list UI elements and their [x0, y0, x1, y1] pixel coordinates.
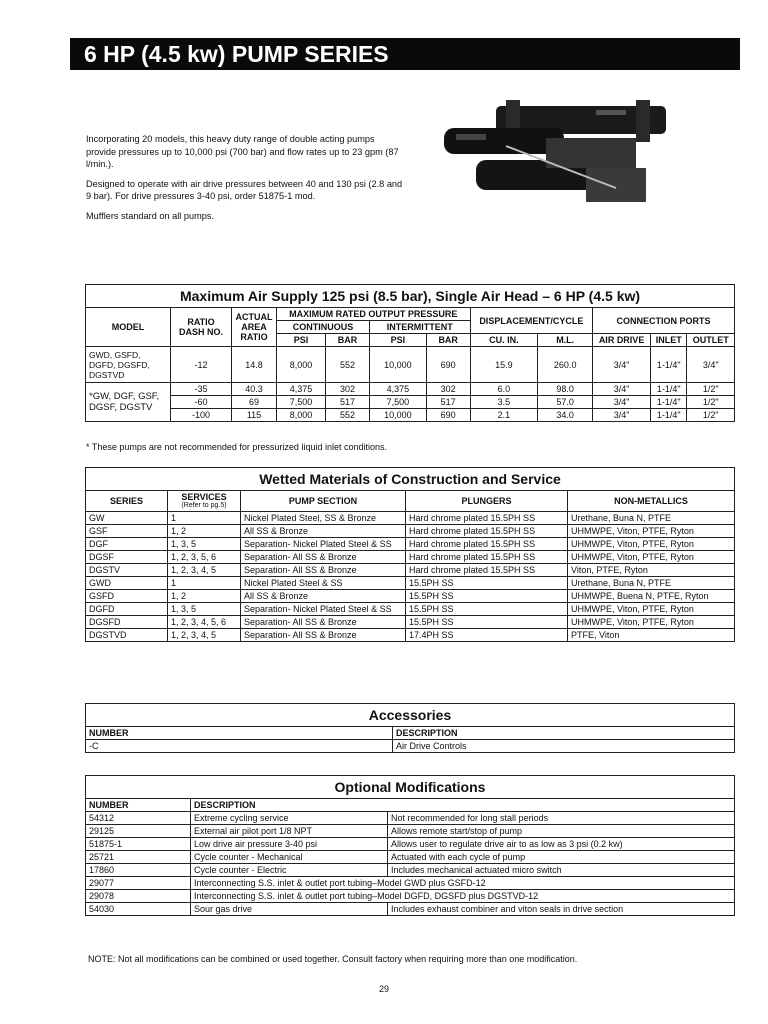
table-cell: DGSTVD: [86, 629, 168, 642]
spec-cell: 8,000: [277, 347, 326, 383]
spec-cell: 260.0: [538, 347, 593, 383]
table-cell: 1, 2: [168, 525, 241, 538]
table-cell: DGSF: [86, 551, 168, 564]
modification-number: 29125: [86, 825, 191, 838]
header-actual-area: ACTUAL AREA RATIO: [232, 308, 277, 347]
table-cell: Nickel Plated Steel & SS: [241, 577, 406, 590]
table-row: [86, 512, 735, 525]
header-intermittent: INTERMITTENT: [369, 321, 470, 334]
modification-number: 25721: [86, 851, 191, 864]
table-cell: Hard chrome plated 15.5PH SS: [406, 512, 568, 525]
table-row: [86, 877, 735, 890]
table-cell: Hard chrome plated 15.5PH SS: [406, 551, 568, 564]
table-cell: All SS & Bronze: [241, 590, 406, 603]
modification-number: 54312: [86, 812, 191, 825]
spec-cell: 57.0: [538, 396, 593, 409]
pump-image: [436, 98, 676, 210]
table-row: [86, 564, 735, 577]
wetted-rows: [86, 512, 735, 642]
model-group: *GW, DGF, GSF, DGSF, DGSTV: [86, 383, 171, 422]
spec-cell: 1/2": [687, 383, 735, 396]
modifications-caption: Optional Modifications: [86, 776, 735, 799]
modification-description: Sour gas drive: [191, 903, 388, 916]
modification-number: 29078: [86, 890, 191, 903]
modification-description: Interconnecting S.S. inlet & outlet port tubing–Model GWD plus GSFD-12: [191, 877, 735, 890]
spec-cell: 517: [325, 396, 369, 409]
header-displacement: DISPLACEMENT/CYCLE: [470, 308, 593, 334]
spec-cell: 10,000: [369, 409, 426, 422]
modifications-table: [85, 775, 735, 916]
table-row: [86, 890, 735, 903]
spec-cell: 552: [325, 409, 369, 422]
header-psi: PSI: [369, 334, 426, 347]
modification-detail: Allows remote start/stop of pump: [388, 825, 735, 838]
header-series: SERIES: [86, 491, 168, 512]
table-cell: GSFD: [86, 590, 168, 603]
table-cell: Urethane, Buna N, PTFE: [568, 577, 735, 590]
spec-table: [85, 284, 735, 422]
spec-caption: Maximum Air Supply 125 psi (8.5 bar), Single Air Head – 6 HP (4.5 kw): [86, 285, 735, 308]
modification-detail: Not recommended for long stall periods: [388, 812, 735, 825]
table-row: [86, 864, 735, 877]
table-row: [86, 838, 735, 851]
header-connection: CONNECTION PORTS: [593, 308, 735, 334]
table-cell: Separation- All SS & Bronze: [241, 629, 406, 642]
table-cell: Separation- All SS & Bronze: [241, 564, 406, 577]
modifications-note: NOTE: Not all modifications can be combined or used together. Consult factory when requiring more than one modification.: [88, 954, 578, 964]
table-cell: 17.4PH SS: [406, 629, 568, 642]
modification-number: 29077: [86, 877, 191, 890]
modification-description: Interconnecting S.S. inlet & outlet port tubing–Model DGFD, DGSFD plus DGSTVD-12: [191, 890, 735, 903]
spec-cell: 3/4": [593, 383, 651, 396]
accessories-table: [85, 703, 735, 753]
table-cell: 1: [168, 512, 241, 525]
intro-text: [86, 133, 406, 229]
table-row: [86, 851, 735, 864]
table-row: [86, 538, 735, 551]
table-cell: UHMWPE, Viton, PTFE, Ryton: [568, 603, 735, 616]
spec-cell: 1/2": [687, 409, 735, 422]
spec-cell: 4,375: [277, 383, 326, 396]
table-row: [86, 616, 735, 629]
table-cell: UHMWPE, Viton, PTFE, Ryton: [568, 525, 735, 538]
modifications-rows: [86, 812, 735, 916]
spec-cell: 1/2": [687, 396, 735, 409]
spec-cell: 69: [232, 396, 277, 409]
table-row: [86, 603, 735, 616]
modification-description: Cycle counter - Electric: [191, 864, 388, 877]
table-cell: UHMWPE, Buena N, PTFE, Ryton: [568, 590, 735, 603]
header-psi: PSI: [277, 334, 326, 347]
table-cell: 15.5PH SS: [406, 616, 568, 629]
modification-detail: Includes mechanical actuated micro switch: [388, 864, 735, 877]
header-continuous: CONTINUOUS: [277, 321, 370, 334]
spec-cell: 40.3: [232, 383, 277, 396]
table-cell: 15.5PH SS: [406, 590, 568, 603]
table-cell: Viton, PTFE, Ryton: [568, 564, 735, 577]
table-cell: GSF: [86, 525, 168, 538]
spec-cell: 3.5: [470, 396, 538, 409]
table-cell: 1, 2, 3, 4, 5: [168, 564, 241, 577]
spec-cell: -35: [171, 383, 232, 396]
modification-detail: Allows user to regulate drive air to as low as 3 psi (0.2 kw): [388, 838, 735, 851]
spec-cell: 1-1/4": [651, 409, 687, 422]
header-services-label: SERVICES: [181, 492, 227, 502]
table-cell: 15.5PH SS: [406, 603, 568, 616]
intro-paragraph: Designed to operate with air drive pressures between 40 and 130 psi (2.8 and 9 bar). For drive pressures 3-40 psi, order 51875-1 mod.: [86, 178, 403, 201]
spec-cell: 3/4": [593, 409, 651, 422]
intro-paragraph: Incorporating 20 models, this heavy duty range of double acting pumps provide pressures up to 10,000 psi (700 bar) and flow rates up to 23 gpm (87 l/min.).: [86, 134, 399, 169]
table-cell: Separation- Nickel Plated Steel & SS: [241, 603, 406, 616]
spec-cell: 690: [426, 347, 470, 383]
header-description: DESCRIPTION: [191, 799, 735, 812]
table-cell: 1, 2: [168, 590, 241, 603]
table-cell: Separation- Nickel Plated Steel & SS: [241, 538, 406, 551]
table-cell: GWD: [86, 577, 168, 590]
table-cell: Hard chrome plated 15.5PH SS: [406, 538, 568, 551]
header-plungers: PLUNGERS: [406, 491, 568, 512]
spec-cell: 7,500: [369, 396, 426, 409]
table-cell: DGSFD: [86, 616, 168, 629]
header-services: [168, 491, 241, 512]
spec-cell: 3/4": [593, 347, 651, 383]
modification-description: Cycle counter - Mechanical: [191, 851, 388, 864]
modification-description: Extreme cycling service: [191, 812, 388, 825]
modification-description: Low drive air pressure 3-40 psi: [191, 838, 388, 851]
table-cell: Nickel Plated Steel, SS & Bronze: [241, 512, 406, 525]
spec-cell: 34.0: [538, 409, 593, 422]
modification-detail: Includes exhaust combiner and viton seals in drive section: [388, 903, 735, 916]
header-pump-section: PUMP SECTION: [241, 491, 406, 512]
table-cell: UHMWPE, Viton, PTFE, Ryton: [568, 616, 735, 629]
header-outlet: OUTLET: [687, 334, 735, 347]
table-row: [86, 525, 735, 538]
header-model: MODEL: [86, 308, 171, 347]
table-cell: UHMWPE, Viton, PTFE, Ryton: [568, 538, 735, 551]
table-cell: GW: [86, 512, 168, 525]
table-cell: Separation- All SS & Bronze: [241, 616, 406, 629]
header-air-drive: AIR DRIVE: [593, 334, 651, 347]
table-cell: 1, 3, 5: [168, 603, 241, 616]
header-cu-in: CU. IN.: [470, 334, 538, 347]
spec-cell: 2.1: [470, 409, 538, 422]
intro-paragraph: Mufflers standard on all pumps.: [86, 210, 215, 221]
modification-description: External air pilot port 1/8 NPT: [191, 825, 388, 838]
header-bar: BAR: [325, 334, 369, 347]
accessories-caption: Accessories: [86, 704, 735, 727]
table-cell: UHMWPE, Viton, PTFE, Ryton: [568, 551, 735, 564]
model-group: GWD, GSFD, DGFD, DGSFD, DGSTVD: [86, 347, 171, 383]
table-row: [86, 903, 735, 916]
accessory-description: Air Drive Controls: [393, 740, 735, 753]
spec-cell: 517: [426, 396, 470, 409]
table-row: [86, 812, 735, 825]
spec-cell: 14.8: [232, 347, 277, 383]
page-number: 29: [378, 984, 389, 994]
table-row: [86, 577, 735, 590]
spec-cell: 1-1/4": [651, 347, 687, 383]
page-title: 6 HP (4.5 kw) PUMP SERIES: [70, 38, 740, 70]
table-row: [86, 590, 735, 603]
table-row: [86, 825, 735, 838]
spec-cell: 115: [232, 409, 277, 422]
header-number: NUMBER: [86, 727, 393, 740]
spec-cell: 7,500: [277, 396, 326, 409]
spec-cell: 98.0: [538, 383, 593, 396]
spec-cell: 1-1/4": [651, 396, 687, 409]
header-ratio: RATIO DASH NO.: [171, 308, 232, 347]
spec-cell: 6.0: [470, 383, 538, 396]
spec-cell: 4,375: [369, 383, 426, 396]
spec-cell: 690: [426, 409, 470, 422]
modification-detail: Actuated with each cycle of pump: [388, 851, 735, 864]
header-non-metallics: NON-METALLICS: [568, 491, 735, 512]
spec-cell: 3/4": [593, 396, 651, 409]
header-number: NUMBER: [86, 799, 191, 812]
spec-cell: 1-1/4": [651, 383, 687, 396]
spec-cell: 302: [325, 383, 369, 396]
wetted-caption: Wetted Materials of Construction and Service: [86, 468, 735, 491]
table-row: [86, 551, 735, 564]
table-cell: 1, 2, 3, 5, 6: [168, 551, 241, 564]
table-cell: DGF: [86, 538, 168, 551]
table-cell: Hard chrome plated 15.5PH SS: [406, 525, 568, 538]
spec-cell: 302: [426, 383, 470, 396]
table-cell: DGFD: [86, 603, 168, 616]
table-cell: All SS & Bronze: [241, 525, 406, 538]
table-row: [86, 629, 735, 642]
table-cell: Hard chrome plated 15.5PH SS: [406, 564, 568, 577]
header-inlet: INLET: [651, 334, 687, 347]
header-description: DESCRIPTION: [393, 727, 735, 740]
spec-footnote: * These pumps are not recommended for pressurized liquid inlet conditions.: [86, 442, 387, 452]
table-cell: 15.5PH SS: [406, 577, 568, 590]
modification-number: 51875-1: [86, 838, 191, 851]
spec-cell: 15.9: [470, 347, 538, 383]
header-ml: M.L.: [538, 334, 593, 347]
header-max-pressure: MAXIMUM RATED OUTPUT PRESSURE: [277, 308, 471, 321]
spec-cell: 10,000: [369, 347, 426, 383]
table-cell: DGSTV: [86, 564, 168, 577]
modification-number: 17860: [86, 864, 191, 877]
table-cell: Separation- All SS & Bronze: [241, 551, 406, 564]
header-bar: BAR: [426, 334, 470, 347]
spec-cell: -12: [171, 347, 232, 383]
table-cell: 1, 2, 3, 4, 5: [168, 629, 241, 642]
spec-cell: 3/4": [687, 347, 735, 383]
accessory-number: -C: [86, 740, 393, 753]
spec-cell: 8,000: [277, 409, 326, 422]
spec-cell: 552: [325, 347, 369, 383]
wetted-table: [85, 467, 735, 642]
spec-cell: -100: [171, 409, 232, 422]
table-cell: 1, 3, 5: [168, 538, 241, 551]
table-cell: 1, 2, 3, 4, 5, 6: [168, 616, 241, 629]
header-services-ref: (Refer to pg.5): [181, 502, 227, 509]
table-cell: Urethane, Buna N, PTFE: [568, 512, 735, 525]
modification-number: 54030: [86, 903, 191, 916]
table-cell: 1: [168, 577, 241, 590]
spec-cell: -60: [171, 396, 232, 409]
table-cell: PTFE, Viton: [568, 629, 735, 642]
